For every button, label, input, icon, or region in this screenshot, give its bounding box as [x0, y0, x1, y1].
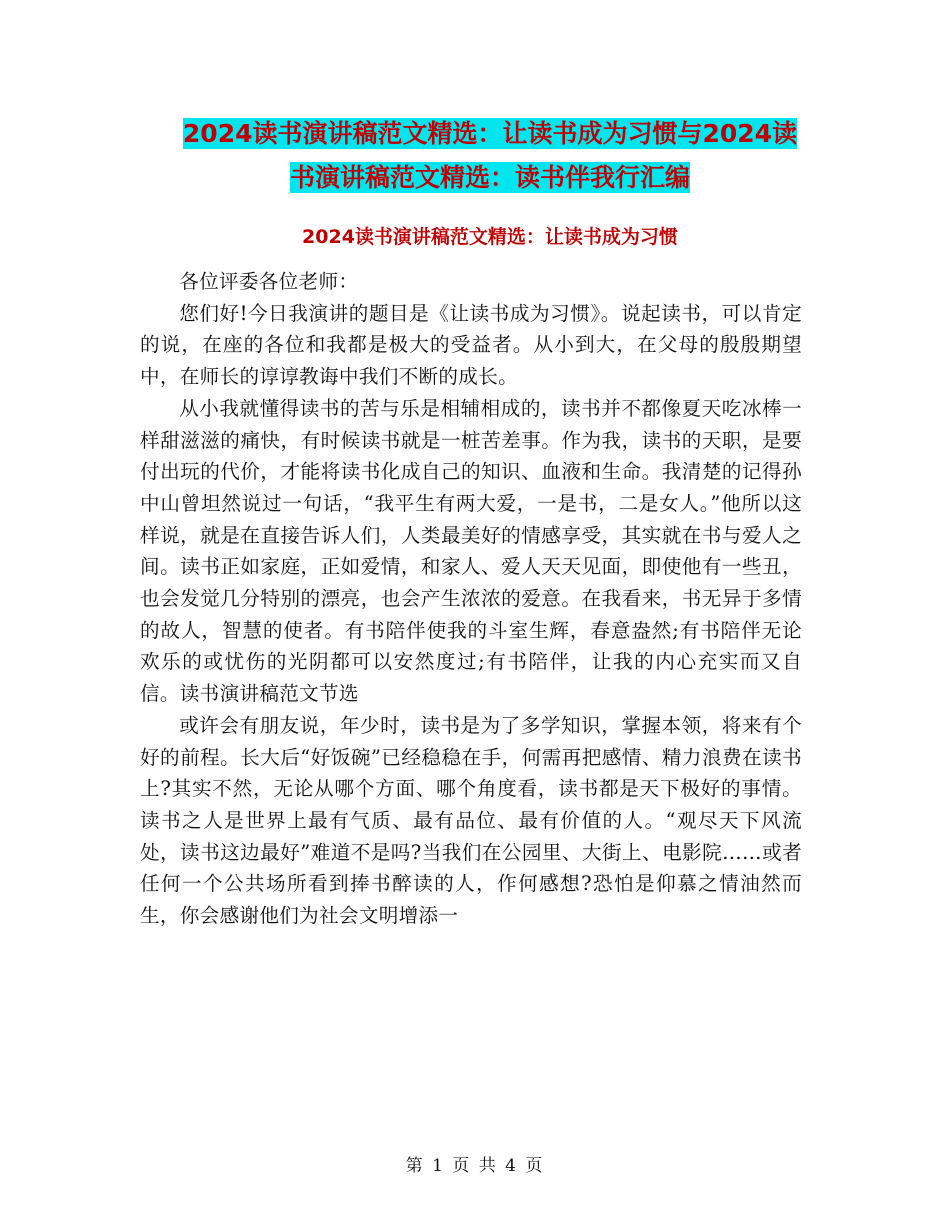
title-line-1: 2024读书演讲稿范文精选：让读书成为习惯与2024读 — [182, 119, 798, 148]
paragraph-1: 您们好!今日我演讲的题目是《让读书成为习惯》。说起读书，可以肯定的说，在座的各位和我都是极大的受益者。从小到大，在父母的殷殷期望中，在师长的谆谆教诲中我们不断的成长。 — [140, 301, 802, 389]
body-text — [140, 266, 802, 932]
page-number-footer: 第 1 页 共 4 页 — [405, 1156, 545, 1176]
document-title — [140, 112, 840, 200]
title-line-2: 书演讲稿范文精选：读书伴我行汇编 — [289, 163, 690, 192]
section-heading: 2024读书演讲稿范文精选：让读书成为习惯 — [302, 226, 678, 248]
paragraph-3: 或许会有朋友说，年少时，读书是为了多学知识，掌握本领，将来有个好的前程。长大后“好饭碗”已经稳稳在手，何需再把感情、精力浪费在读书上?其实不然，无论从哪个方面、哪个角度看，读书都是天下极好的事情。读书之人是世界上最有气质、最有品位、最有价值的人。“观尽天下风流处，读书这边最好”难道不是吗?当我们在公园里、大街上、电影院……或者任何一个公共场所看到捧书醉读的人，作何感想?恐怕是仰慕之情油然而生，你会感谢他们为社会文明增添一 — [140, 713, 802, 928]
paragraph-2: 从小我就懂得读书的苦与乐是相辅相成的，读书并不都像夏天吃冰棒一样甜滋滋的痛快，有时候读书就是一桩苦差事。作为我，读书的天职，是要付出玩的代价，才能将读书化成自己的知识、血液和生命。我清楚的记得孙中山曾坦然说过一句话，“我平生有两大爱，一是书，二是女人。”他所以这样说，就是在直接告诉人们，人类最美好的情感享受，其实就在书与爱人之间。读书正如家庭，正如爱情，和家人、爱人天天见面，即使他有一些丑，也会发觉几分特别的漂亮，也会产生浓浓的爱意。在我看来，书无异于多情的故人，智慧的使者。有书陪伴使我的斗室生辉，春意盎然;有书陪伴无论欢乐的或忧伤的光阴都可以安然度过;有书陪伴，让我的内心充实而又自信。读书演讲稿范文节选 — [140, 396, 802, 706]
paragraph-salutation: 各位评委各位老师： — [179, 270, 359, 293]
